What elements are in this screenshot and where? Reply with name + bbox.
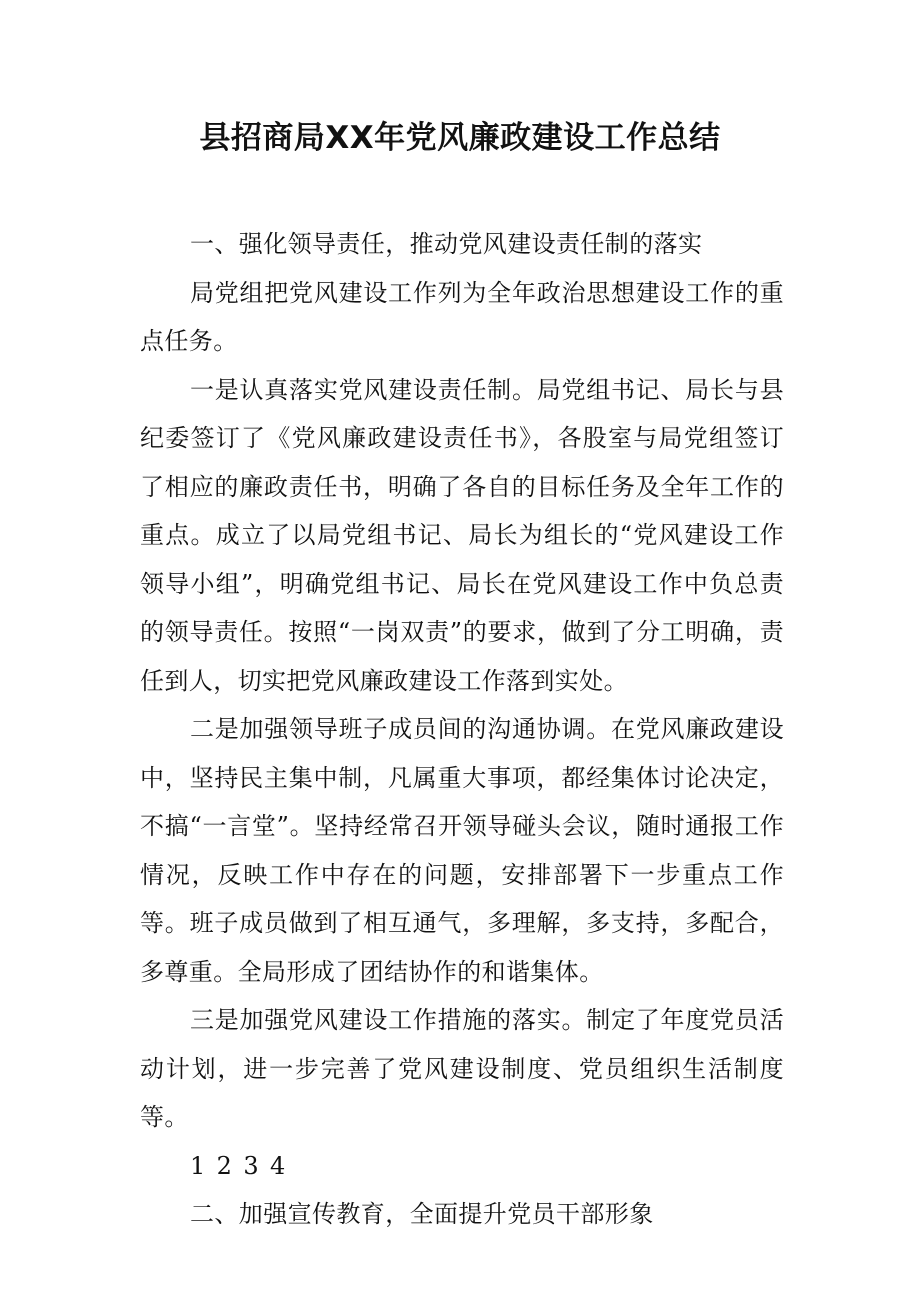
page-number-list [140,1142,784,1191]
document-body [140,220,784,1239]
paragraph-point-two: 二是加强领导班子成员间的沟通协调。在党风廉政建设中，坚持民主集中制，凡属重大事项，都经集体讨论决定，不搞“一言堂”。坚持经常召开领导碰头会议，随时通报工作情况，反映工作中存在的问题，安排部署下一步重点工作等。班子成员做到了相互通气，多理解，多支持，多配合，多尊重。全局形成了团结协作的和谐集体。 [140,715,784,986]
paragraph-point-three: 三是加强党风建设工作措施的落实。制定了年度党员活动计划，进一步完善了党风建设制度、党员组织生活制度等。 [140,1006,784,1131]
page-number: 1 [190,1151,206,1180]
page-number: 4 [270,1151,286,1180]
page-number: 2 [216,1151,233,1180]
page-number: 3 [243,1151,260,1180]
section-one-heading: 一、强化领导责任，推动党风建设责任制的落实 [190,230,703,258]
section-two-heading: 二、加强宣传教育，全面提升党员干部形象 [190,1200,654,1228]
document-title: 县招商局XX年党风廉政建设工作总结 [199,120,721,156]
paragraph-point-one: 一是认真落实党风建设责任制。局党组书记、局长与县纪委签订了《党风廉政建设责任书》，各股室与局党组签订了相应的廉政责任书，明确了各自的目标任务及全年工作的重点。成立了以局党组书记、局长为组长的“党风建设工作领导小组”，明确党组书记、局长在党风建设工作中负总责的领导责任。按照“一岗双责”的要求，做到了分工明确，责任到人，切实把党风廉政建设工作落到实处。 [140,375,784,695]
paragraph-intro: 局党组把党风建设工作列为全年政治思想建设工作的重点任务。 [140,278,784,355]
